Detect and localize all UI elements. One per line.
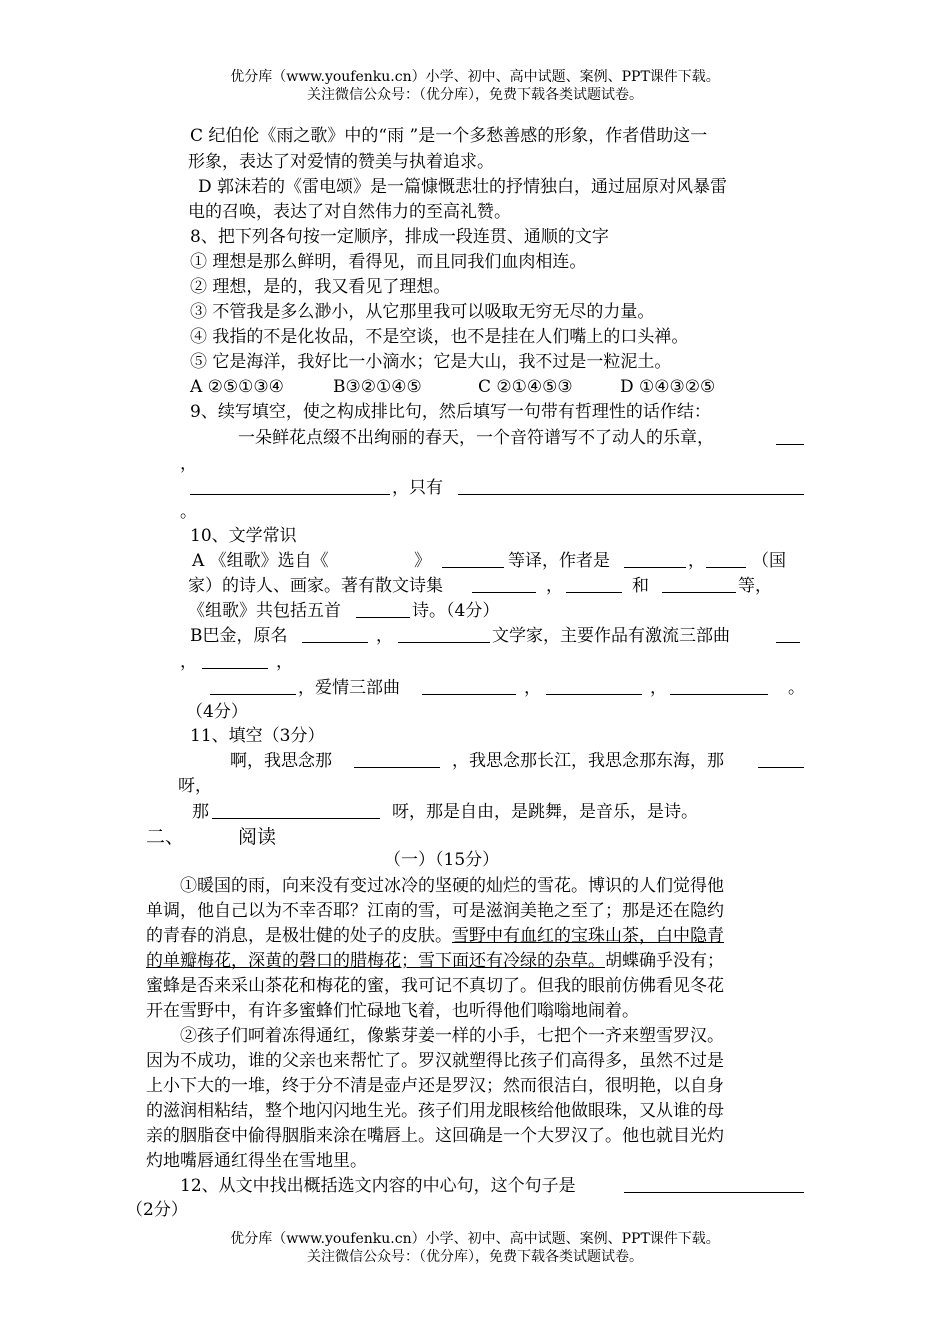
- q9-end: 。: [180, 502, 197, 522]
- q7-option-c-line1: C 纪伯伦《雨之歌》中的“雨 ”是一个多愁善感的形象，作者借助这一: [190, 126, 708, 146]
- q10-blank-jiliu1[interactable]: [776, 624, 800, 643]
- passage-p2-line2: 因为不成功，谁的父亲也来帮忙了。罗汉就塑得比孩子们高得多，虽然不过是: [146, 1051, 724, 1071]
- passage-p1-line3-underlined: 雪野中有血红的宝珠山茶，白中隐青: [452, 926, 724, 946]
- passage-p2-line1: ②孩子们呵着冻得通红，像紫芽姜一样的小手，七把个一齐来塑雪罗汉。: [180, 1026, 724, 1046]
- page-header-line1: 优分库（www.youfenku.cn）小学、初中、高中试题、案例、PPT课件下载。: [230, 69, 720, 85]
- q11-line2: 呀，: [178, 776, 212, 796]
- q10-blank-country[interactable]: [706, 549, 746, 568]
- q10-blank-era[interactable]: [398, 624, 490, 643]
- passage-p1-line3: [146, 924, 724, 948]
- q12-score: （2分）: [126, 1200, 188, 1220]
- q7-option-c-line2: 形象，表达了对爱情的赞美与执着追求。: [188, 152, 494, 172]
- passage-p2-line3: 上小下大的一堆，终于分不清是壶卢还是罗汉；然而很洁白，很明艳，以自身: [146, 1076, 724, 1096]
- q8-stem: 8、把下列各句按一定顺序，排成一段连贯、通顺的文字: [190, 227, 609, 247]
- q9-blank-1[interactable]: [776, 426, 804, 445]
- q10-a-comma: ，: [688, 551, 705, 571]
- q8-sentence-2: ② 理想，是的，我又看见了理想。: [190, 277, 451, 297]
- passage-p1-line2: 单调，他自己以为不幸否耶？江南的雪，可是滋润美艳之至了；那是还在隐约: [146, 901, 724, 921]
- q10-a-guo: （国: [752, 551, 786, 571]
- q8-sentence-4: ④ 我指的不是化妆品，不是空谈，也不是挂在人们嘴上的口头禅。: [190, 327, 689, 347]
- q10-blank-love1[interactable]: [422, 676, 516, 695]
- q10-a-yi: 等译，作者是: [508, 551, 610, 571]
- passage-p1-line5: 蜜蜂是否来采山茶花和梅花的蜜，我可记不真切了。但我的眼前仿佛看见冬花: [146, 976, 724, 996]
- q10-b-line3-comma2: ，: [650, 678, 667, 698]
- q10-b-line2-comma2: ，: [276, 652, 293, 672]
- q10-a-line2-prefix: 家）的诗人、画家。著有散文诗集: [188, 576, 443, 596]
- q10-blank-poems[interactable]: [356, 599, 410, 618]
- q8-sentence-3: ③ 不管我是多么渺小，从它那里我可以吸取无穷无尽的力量。: [190, 302, 655, 322]
- page-footer-line1: 优分库（www.youfenku.cn）小学、初中、高中试题、案例、PPT课件下载。: [230, 1231, 720, 1247]
- q8-option-c: C ②①④⑤③: [478, 377, 573, 397]
- q10-a-line2-comma: ，: [546, 576, 563, 596]
- q10-b-line3-period: 。: [788, 678, 805, 698]
- q10-b-score: （4分）: [186, 702, 248, 722]
- q10-blank-prose1[interactable]: [472, 574, 536, 593]
- passage-p2-line5: 亲的胭脂奁中偷得胭脂来涂在嘴唇上。这回确是一个大罗汉了。他也就目光灼: [146, 1126, 724, 1146]
- q8-sentence-1: ① 理想是那么鲜明，看得见，而且同我们血肉相连。: [190, 252, 587, 272]
- passage-p1-line4: [146, 949, 724, 973]
- page-footer-line2: 关注微信公众号：（优分库），免费下载各类试题试卷。: [307, 1249, 643, 1265]
- page-header-line2: 关注微信公众号：（优分库），免费下载各类试题试卷。: [307, 87, 643, 103]
- section2-number: 二、: [146, 826, 185, 848]
- q10-b-comma1: ，: [376, 626, 393, 646]
- passage-p1-line4-underlined: 的单瓣梅花，深黄的磬口的腊梅花；雪下面还有冷绿的杂草。: [146, 951, 605, 971]
- q10-b-line3-mid: ，爱情三部曲: [298, 678, 400, 698]
- q10-b-prefix: B巴金，原名: [190, 626, 288, 646]
- passage-p1-line3-plain: 的青春的消息，是极壮健的处子的皮肤。: [146, 926, 452, 946]
- passage-subtitle: （一）（15分）: [384, 850, 500, 870]
- q10-blank-love3[interactable]: [670, 676, 768, 695]
- q10-blank-prose3[interactable]: [662, 574, 736, 593]
- q11-blank-3[interactable]: [212, 800, 380, 819]
- q8-sentence-5: ⑤ 它是海洋，我好比一小滴水；它是大山，我不过是一粒泥土。: [190, 352, 672, 372]
- q10-a-line3-suffix: 诗。（4分）: [412, 601, 500, 621]
- q10-b-line3-comma1: ，: [524, 678, 541, 698]
- q10-a-line3-prefix: 《组歌》共包括五首: [188, 601, 341, 621]
- q10-blank-author[interactable]: [624, 549, 686, 568]
- q9-blank-3[interactable]: [458, 476, 804, 495]
- q7-option-d-line1: D 郭沫若的《雷电颂》是一篇慷慨悲壮的抒情独白，通过屈原对风暴雷: [198, 177, 728, 197]
- passage-p1-line6: 开在雪野中，有许多蜜蜂们忙碌地飞着，也听得他们嗡嗡地闹着。: [146, 1001, 639, 1021]
- q10-b-line2-comma1: ，: [180, 652, 197, 672]
- q9-stem: 9、续写填空，使之构成排比句，然后填写一句带有哲理性的话作结：: [190, 402, 711, 422]
- q12-stem: 12、从文中找出概括选文内容的中心句，这个句子是: [180, 1176, 576, 1196]
- q11-line1-a: 啊，我思念那: [230, 751, 332, 771]
- q10-b-mid: 文学家，主要作品有激流三部曲: [492, 626, 730, 646]
- q8-option-b: B③②①④⑤: [333, 377, 422, 397]
- section2-title: 阅读: [238, 826, 277, 848]
- q10-a-prefix: A 《组歌》选自《: [192, 551, 329, 571]
- q10-title: 10、文学常识: [190, 526, 297, 546]
- q10-blank-prose2[interactable]: [566, 574, 622, 593]
- q11-blank-2[interactable]: [758, 749, 804, 768]
- q9-text: 一朵鲜花点缀不出绚丽的春天，一个音符谱写不了动人的乐章，: [238, 428, 714, 448]
- q8-option-d: D ①④③②⑤: [620, 377, 716, 397]
- q12-blank[interactable]: [624, 1174, 804, 1193]
- q10-blank-jiliu2[interactable]: [202, 650, 268, 669]
- passage-p1-line4-plain: 胡蝶确乎没有；: [605, 951, 724, 971]
- q11-line1-b: ，我思念那长江，我思念那东海，那: [452, 751, 724, 771]
- q10-blank-jiliu3[interactable]: [210, 676, 296, 695]
- passage-p1-line1: ①暖国的雨，向来没有变过冰冷的坚硬的灿烂的雪花。博识的人们觉得他: [180, 876, 724, 896]
- q9-zhiyou: ，只有: [392, 478, 443, 498]
- passage-p2-line6: 灼地嘴唇通红得坐在雪地里。: [146, 1151, 367, 1171]
- q10-a-deng: 等，: [738, 576, 772, 596]
- q10-blank-translator[interactable]: [442, 549, 504, 568]
- q8-option-a: A ②⑤①③④: [190, 377, 284, 397]
- q10-blank-realname[interactable]: [302, 624, 368, 643]
- q7-option-d-line2: 电的召唤，表达了对自然伟力的至高礼赞。: [188, 202, 511, 222]
- q9-comma: ，: [180, 454, 197, 474]
- q11-title: 11、填空（3分）: [190, 726, 325, 746]
- q11-line3-b: 呀，那是自由，是跳舞，是音乐，是诗。: [392, 802, 698, 822]
- q10-blank-love2[interactable]: [546, 676, 642, 695]
- q10-a-he: 和: [632, 576, 649, 596]
- q10-a-close: 》: [414, 551, 431, 571]
- q9-blank-2[interactable]: [190, 476, 390, 495]
- q11-line3-a: 那: [192, 802, 209, 822]
- q11-blank-1[interactable]: [354, 749, 440, 768]
- passage-p2-line4: 的滋润相粘结，整个地闪闪地生光。孩子们用龙眼核给他做眼珠，又从谁的母: [146, 1101, 724, 1121]
